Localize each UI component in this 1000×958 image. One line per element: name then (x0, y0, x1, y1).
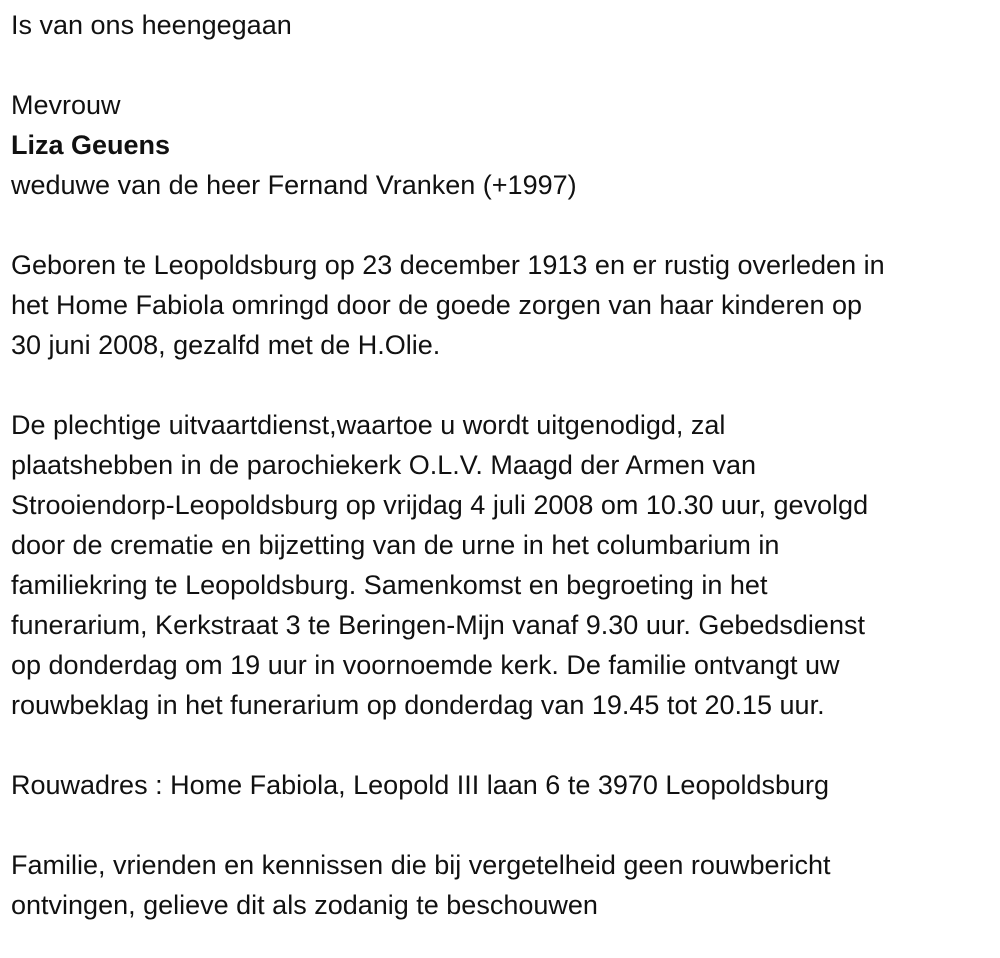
paragraph-line: door de crematie en bijzetting van de urne in het columbarium in (11, 530, 780, 560)
paragraph-line: het Home Fabiola omringd door de goede zorgen van haar kinderen op (11, 290, 863, 320)
relation-text: weduwe van de heer Fernand Vranken (+1997) (11, 170, 577, 200)
obituary-notice (11, 5, 885, 925)
paragraph-line: De plechtige uitvaartdienst,waartoe u wordt uitgenodigd, zal (11, 410, 726, 440)
paragraph-line: op donderdag om 19 uur in voornoemde kerk. De familie ontvangt uw (11, 650, 840, 680)
paragraph-line: Strooiendorp-Leopoldsburg op vrijdag 4 juli 2008 om 10.30 uur, gevolgd (11, 490, 869, 520)
paragraph-line: familiekring te Leopoldsburg. Samenkomst en begroeting in het (11, 570, 768, 600)
birth-paragraph (11, 245, 885, 365)
intro-text: Is van ons heengegaan (11, 10, 292, 40)
service-paragraph (11, 405, 885, 725)
paragraph-line: plaatshebben in de parochiekerk O.L.V. Maagd der Armen van (11, 450, 756, 480)
paragraph-line: rouwbeklag in het funerarium op donderdag van 19.45 tot 20.15 uur. (11, 690, 825, 720)
paragraph-line: Familie, vrienden en kennissen die bij vergetelheid geen rouwbericht (11, 850, 831, 880)
paragraph-line: funerarium, Kerkstraat 3 te Beringen-Mijn vanaf 9.30 uur. Gebedsdienst (11, 610, 865, 640)
paragraph-line: Geboren te Leopoldsburg op 23 december 1913 en er rustig overleden in (11, 250, 885, 280)
closing-paragraph (11, 845, 885, 925)
paragraph-line: 30 juni 2008, gezalfd met de H.Olie. (11, 330, 441, 360)
paragraph-line: ontvingen, gelieve dit als zodanig te beschouwen (11, 890, 598, 920)
mourning-address: Rouwadres : Home Fabiola, Leopold III laan 6 te 3970 Leopoldsburg (11, 770, 830, 800)
salutation: Mevrouw (11, 90, 121, 120)
deceased-name: Liza Geuens (11, 130, 171, 160)
